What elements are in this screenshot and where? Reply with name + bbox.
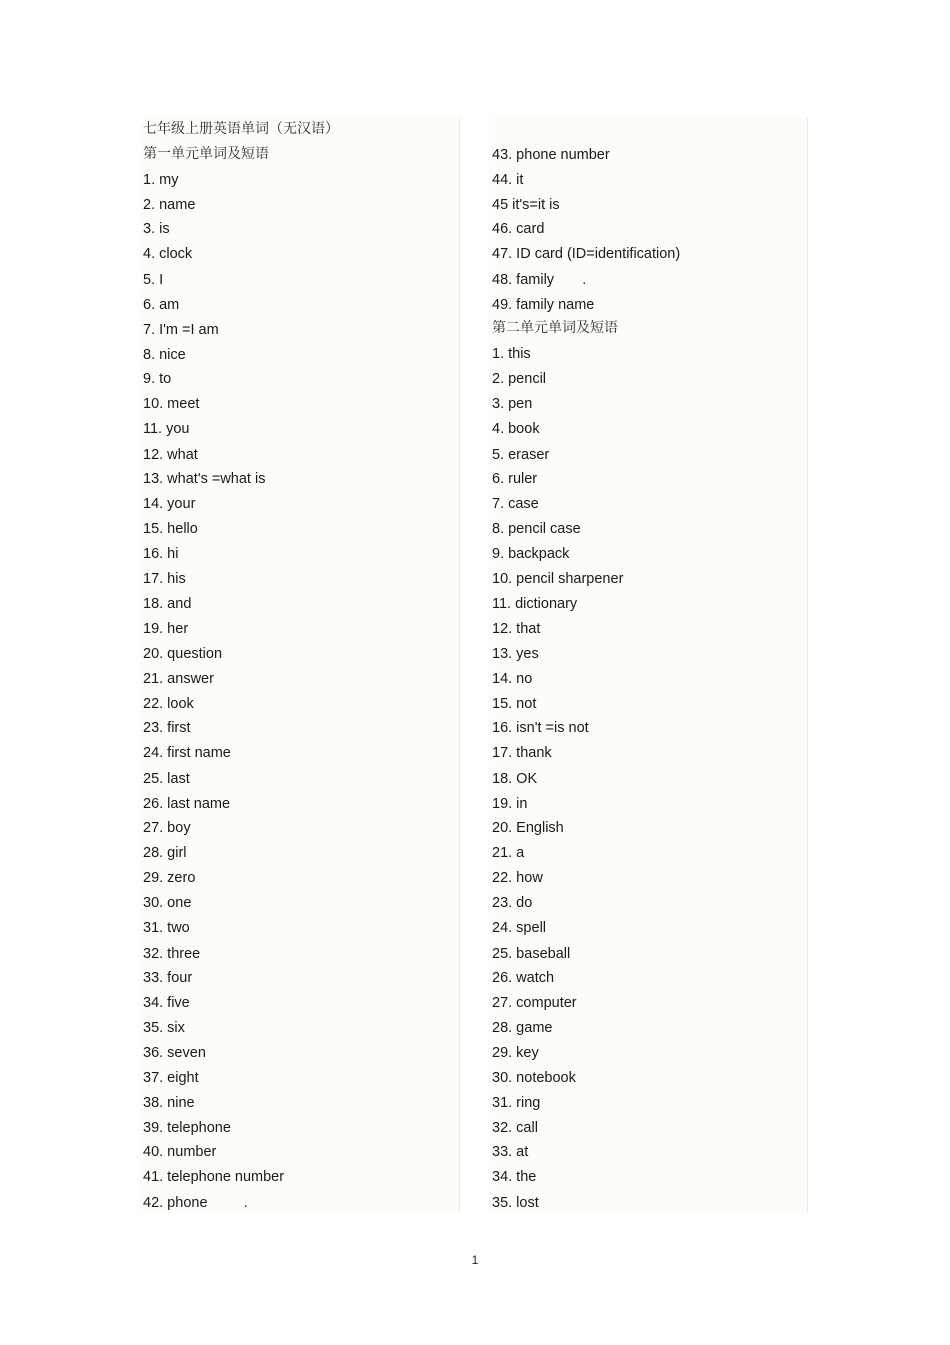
- vocab-item: 31. ring: [492, 1095, 541, 1111]
- vocab-item: 8. nice: [143, 347, 186, 363]
- vocab-item: 5. I: [143, 272, 164, 288]
- vocab-item: 7. case: [492, 496, 539, 512]
- vocab-item: 5. eraser: [492, 447, 550, 463]
- vocab-item: 14. your: [143, 496, 196, 512]
- vocab-item: 13. what's =what is: [143, 471, 266, 487]
- vocab-item: 38. nine: [143, 1095, 195, 1111]
- vocab-item: 15. not: [492, 696, 537, 712]
- vocab-item: 20. question: [143, 646, 223, 662]
- vocab-item: 4. book: [492, 421, 540, 437]
- vocab-item: 1. my: [143, 172, 179, 188]
- vocab-item: 9. to: [143, 371, 172, 387]
- vocab-item: 4. clock: [143, 246, 193, 262]
- vocab-item: 12. that: [492, 621, 541, 637]
- vocab-item: 13. yes: [492, 646, 539, 662]
- vocab-item: 22. look: [143, 696, 194, 712]
- vocab-item: 23. first: [143, 720, 191, 736]
- vocab-item: 27. computer: [492, 995, 577, 1011]
- vocab-item: 21. answer: [143, 671, 214, 687]
- vocab-item: 43. phone number: [492, 147, 610, 163]
- vocab-item: 20. English: [492, 820, 564, 836]
- vocab-item: 22. how: [492, 870, 543, 886]
- vocab-item: 7. I'm =I am: [143, 322, 219, 338]
- vocab-item: 39. telephone: [143, 1120, 231, 1136]
- vocab-item: 17. his: [143, 571, 186, 587]
- vocab-item: 42. phone .: [143, 1195, 248, 1211]
- document-title: 七年级上册英语单词（无汉语）: [143, 121, 339, 137]
- vocab-item: 29. key: [492, 1045, 539, 1061]
- left-column: [140, 118, 460, 1212]
- vocab-item: 15. hello: [143, 521, 198, 537]
- vocab-item: 29. zero: [143, 870, 196, 886]
- vocab-item: 16. isn't =is not: [492, 720, 589, 736]
- vocab-item: 25. last: [143, 771, 190, 787]
- vocab-item: 6. am: [143, 297, 180, 313]
- vocab-item: 23. do: [492, 895, 533, 911]
- vocab-item: 12. what: [143, 447, 198, 463]
- vocab-item: 33. at: [492, 1144, 529, 1160]
- vocab-item: 45 it's=it is: [492, 197, 560, 213]
- vocab-item: 19. her: [143, 621, 189, 637]
- vocab-item: 48. family .: [492, 272, 587, 288]
- vocab-item: 25. baseball: [492, 946, 571, 962]
- right-column: [489, 118, 808, 1212]
- vocab-item: 33. four: [143, 970, 193, 986]
- vocab-item: 19. in: [492, 796, 528, 812]
- vocab-item: 18. OK: [492, 771, 538, 787]
- vocab-item: 2. name: [143, 197, 196, 213]
- vocab-item: 10. pencil sharpener: [492, 571, 624, 587]
- vocab-item: 28. girl: [143, 845, 187, 861]
- vocab-item: 26. last name: [143, 796, 231, 812]
- vocab-item: 16. hi: [143, 546, 179, 562]
- vocab-item: 14. no: [492, 671, 533, 687]
- vocab-item: 24. first name: [143, 745, 231, 761]
- vocab-item: 37. eight: [143, 1070, 199, 1086]
- vocab-item: 47. ID card (ID=identification): [492, 246, 681, 262]
- vocab-item: 36. seven: [143, 1045, 206, 1061]
- vocab-item: 34. five: [143, 995, 190, 1011]
- vocab-item: 2. pencil: [492, 371, 547, 387]
- vocab-item: 41. telephone number: [143, 1169, 285, 1185]
- vocab-item: 40. number: [143, 1144, 217, 1160]
- vocab-item: 21. a: [492, 845, 525, 861]
- vocab-item: 35. six: [143, 1020, 185, 1036]
- vocab-item: 31. two: [143, 920, 190, 936]
- vocab-item: 32. three: [143, 946, 201, 962]
- vocab-item: 34. the: [492, 1169, 537, 1185]
- vocab-item: 9. backpack: [492, 546, 570, 562]
- vocab-item: 6. ruler: [492, 471, 538, 487]
- vocab-item: 11. dictionary: [492, 596, 578, 612]
- vocab-item: 18. and: [143, 596, 192, 612]
- vocab-item: 28. game: [492, 1020, 553, 1036]
- vocab-item: 46. card: [492, 221, 545, 237]
- vocab-item: 35. lost: [492, 1195, 539, 1211]
- vocab-item: 27. boy: [143, 820, 191, 836]
- vocab-item: 8. pencil case: [492, 521, 581, 537]
- unit-1-heading: 第一单元单词及短语: [143, 146, 269, 162]
- vocab-item: 11. you: [143, 421, 190, 437]
- vocab-item: 49. family name: [492, 297, 595, 313]
- page-number: 1: [471, 1253, 479, 1267]
- vocab-item: 30. one: [143, 895, 192, 911]
- vocab-item: 26. watch: [492, 970, 555, 986]
- vocab-item: 30. notebook: [492, 1070, 576, 1086]
- vocab-item: 44. it: [492, 172, 524, 188]
- vocab-item: 1. this: [492, 346, 531, 362]
- vocab-item: 3. is: [143, 221, 170, 237]
- vocab-item: 10. meet: [143, 396, 200, 412]
- vocab-item: 32. call: [492, 1120, 538, 1136]
- vocab-item: 3. pen: [492, 396, 533, 412]
- vocab-item: 24. spell: [492, 920, 547, 936]
- unit-2-heading: 第二单元单词及短语: [492, 320, 618, 336]
- vocab-item: 17. thank: [492, 745, 552, 761]
